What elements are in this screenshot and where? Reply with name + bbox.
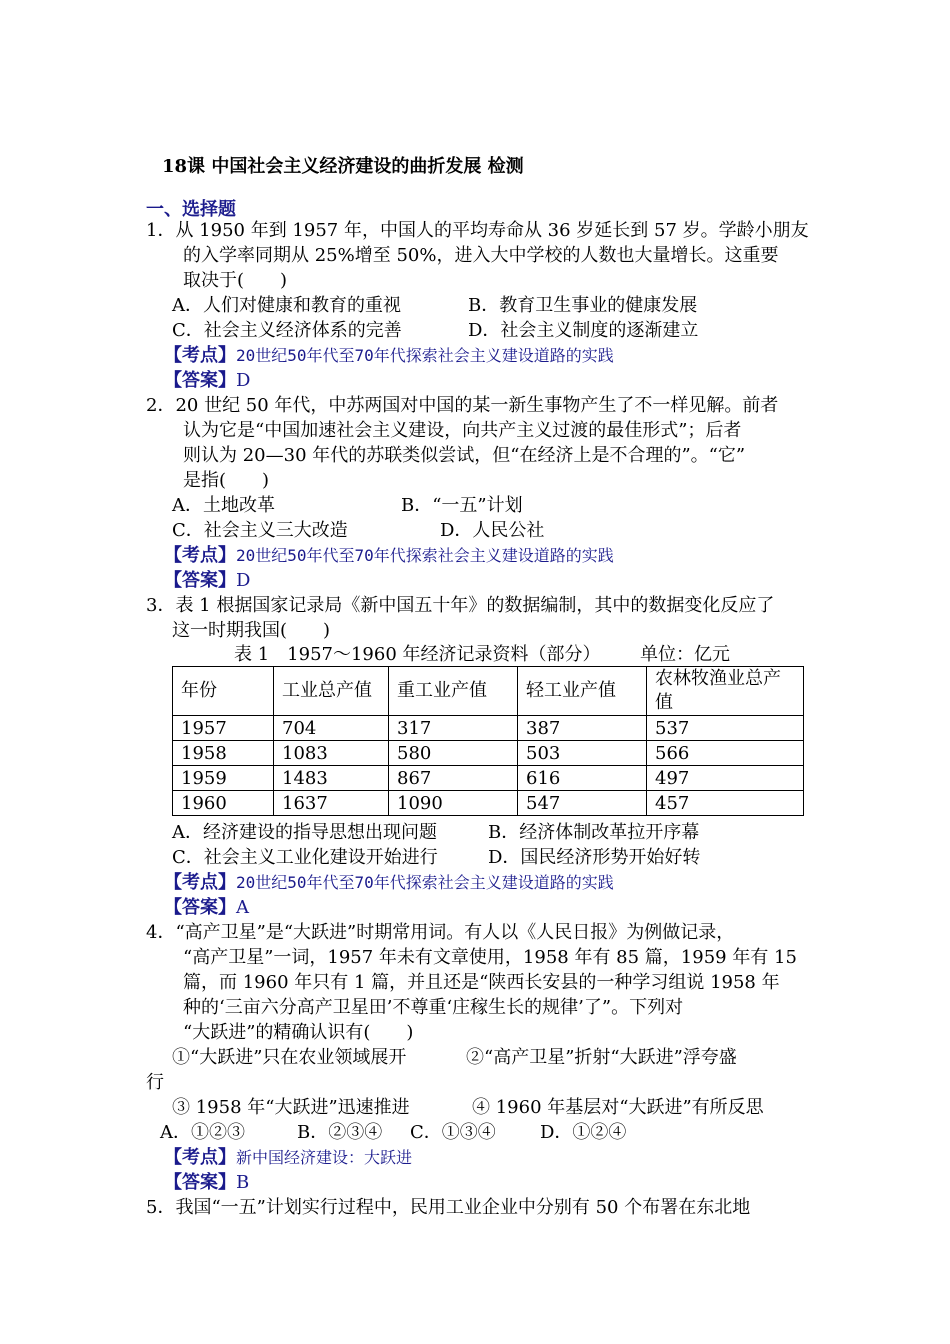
q4-item-1: ①“大跃进”只在农业领域展开: [172, 1047, 407, 1068]
kaodian-text: 20世纪50年代至70年代探索社会主义建设道路的实践: [236, 546, 614, 565]
q4-item-2-wrap: 行: [146, 1072, 164, 1093]
q2-option-c: C．社会主义三大改造: [172, 520, 348, 541]
table-cell: 547: [518, 791, 647, 816]
table-caption: 表 1 1957～1960 年经济记录资料（部分）: [234, 644, 601, 665]
table-row: [173, 766, 804, 791]
table-cell: 1637: [274, 791, 389, 816]
q4-option-c: C．①③④: [410, 1122, 496, 1143]
answer-tag: 【答案】: [164, 570, 236, 591]
header-cell: [647, 667, 804, 716]
table-cell: 1959: [173, 766, 274, 791]
q2-option-a: A．土地改革: [172, 495, 275, 516]
answer-text: D: [236, 370, 251, 391]
table-cell: 457: [647, 791, 804, 816]
q4-item-3: ③ 1958 年“大跃进”迅速推进: [172, 1097, 410, 1118]
section-heading: 一、选择题: [146, 199, 236, 220]
q2-option-b: B．“一五”计划: [401, 495, 523, 516]
table-row: [173, 791, 804, 816]
kaodian-tag: 【考点】: [164, 1147, 236, 1168]
table-cell: 1483: [274, 766, 389, 791]
table-cell: 867: [389, 766, 518, 791]
answer-text: B: [236, 1172, 250, 1193]
q1-answer: [164, 369, 250, 393]
q1-option-b: B．教育卫生事业的健康发展: [468, 295, 698, 316]
table-unit: 单位：亿元: [640, 644, 730, 665]
answer-tag: 【答案】: [164, 897, 236, 918]
economic-data-table: [172, 666, 804, 816]
table-cell: 1958: [173, 741, 274, 766]
header-cell-line: 农林牧渔业总产: [655, 668, 781, 689]
q4-option-a: A．①②③: [160, 1122, 245, 1143]
table-row: [173, 716, 804, 741]
q1-option-a: A．人们对健康和教育的重视: [172, 295, 401, 316]
table-cell: 1960: [173, 791, 274, 816]
q2-option-d: D．人民公社: [440, 520, 545, 541]
header-cell: 重工业产值: [389, 667, 518, 716]
table-cell: 580: [389, 741, 518, 766]
answer-tag: 【答案】: [164, 370, 236, 391]
q3-kaodian: [164, 871, 614, 895]
header-cell-line: 值: [655, 692, 673, 713]
header-cell: 年份: [173, 667, 274, 716]
q1-line-1: 1．从 1950 年到 1957 年，中国人的平均寿命从 36 岁延长到 57 岁。学龄小朋友: [146, 220, 809, 241]
q1-option-c: C．社会主义经济体系的完善: [172, 320, 402, 341]
q1-kaodian: [164, 344, 614, 368]
table-header-row: [173, 667, 804, 716]
q2-line-3: 则认为 20—30 年代的苏联类似尝试，但“在经济上是不合理的”。“它”: [183, 445, 746, 466]
kaodian-text: 新中国经济建设：大跃进: [236, 1148, 413, 1167]
q2-line-1: 2．20 世纪 50 年代，中苏两国对中国的某一新生事物产生了不一样见解。前者: [146, 395, 779, 416]
table-cell: 566: [647, 741, 804, 766]
q2-kaodian: [164, 544, 614, 568]
header-cell: 工业总产值: [274, 667, 389, 716]
q4-line-5: “大跃进”的精确认识有( ): [183, 1022, 414, 1043]
q3-line-2: 这一时期我国( ): [172, 620, 331, 641]
q3-line-1: 3．表 1 根据国家记录局《新中国五十年》的数据编制，其中的数据变化反应了: [146, 595, 775, 616]
q4-option-d: D．①②④: [540, 1122, 627, 1143]
answer-text: D: [236, 570, 251, 591]
table-cell: 616: [518, 766, 647, 791]
q4-line-2: “高产卫星”一词，1957 年未有文章使用，1958 年有 85 篇，1959 年有 15: [183, 947, 797, 968]
q3-option-c: C．社会主义工业化建设开始进行: [172, 847, 438, 868]
kaodian-tag: 【考点】: [164, 872, 236, 893]
kaodian-tag: 【考点】: [164, 545, 236, 566]
q4-line-3: 篇，而 1960 年只有 1 篇，并且还是“陕西长安县的一种学习组说 1958 年: [183, 972, 780, 993]
q5-line-1: 5．我国“一五”计划实行过程中，民用工业企业中分别有 50 个布署在东北地: [146, 1197, 751, 1218]
kaodian-text: 20世纪50年代至70年代探索社会主义建设道路的实践: [236, 873, 614, 892]
table-cell: 1083: [274, 741, 389, 766]
table-row: [173, 741, 804, 766]
kaodian-text: 20世纪50年代至70年代探索社会主义建设道路的实践: [236, 346, 614, 365]
q2-answer: [164, 569, 250, 593]
table-cell: 497: [647, 766, 804, 791]
q1-option-d: D．社会主义制度的逐渐建立: [468, 320, 699, 341]
q3-option-d: D．国民经济形势开始好转: [488, 847, 701, 868]
q4-item-2: ②“高产卫星”折射“大跃进”浮夸盛: [466, 1047, 737, 1068]
table-cell: 1957: [173, 716, 274, 741]
q4-answer: [164, 1171, 249, 1195]
q4-kaodian: [164, 1146, 412, 1170]
page-title: 18课 中国社会主义经济建设的曲折发展 检测: [162, 156, 524, 177]
kaodian-tag: 【考点】: [164, 345, 236, 366]
answer-tag: 【答案】: [164, 1172, 236, 1193]
q4-item-4: ④ 1960 年基层对“大跃进”有所反思: [472, 1097, 764, 1118]
q3-option-b: B．经济体制改革拉开序幕: [488, 822, 700, 843]
q4-option-b: B．②③④: [297, 1122, 383, 1143]
q1-line-3: 取决于( ): [183, 270, 288, 291]
table-cell: 1090: [389, 791, 518, 816]
table-cell: 704: [274, 716, 389, 741]
table-cell: 317: [389, 716, 518, 741]
q3-answer: [164, 896, 249, 920]
table-cell: 537: [647, 716, 804, 741]
q2-line-4: 是指( ): [183, 470, 270, 491]
q4-line-1: 4．“高产卫星”是“大跃进”时期常用词。有人以《人民日报》为例做记录，: [146, 922, 735, 943]
q3-option-a: A．经济建设的指导思想出现问题: [172, 822, 437, 843]
q2-line-2: 认为它是“中国加速社会主义建设，向共产主义过渡的最佳形式”；后者: [183, 420, 742, 441]
q4-line-4: 种的‘三亩六分高产卫星田’不尊重‘庄稼生长的规律’了”。下列对: [183, 997, 684, 1018]
q1-line-2: 的入学率同期从 25%增至 50%，进入大中学校的人数也大量增长。这重要: [183, 245, 779, 266]
answer-text: A: [236, 897, 249, 918]
table-cell: 503: [518, 741, 647, 766]
header-cell: 轻工业产值: [518, 667, 647, 716]
table-cell: 387: [518, 716, 647, 741]
